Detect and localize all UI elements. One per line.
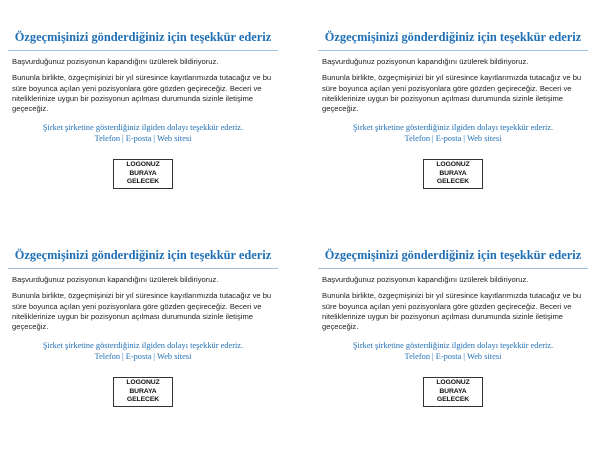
closing-block [8,123,278,144]
logo-line-1: LOGONUZ BURAYA [126,161,160,177]
card-title: Özgeçmişinizi gönderdiğiniz için teşekkür ederiz [324,30,582,44]
resume-kept-text: Bununla birlikte, özgeçmişinizi bir yıl süresince kayıtlarımızda tutacağız ve bu süre boyunca açılan yeni pozisyonlara göre gözden geçireceğiz. Beceri ve niteliklerinize uygun bir pozisyonun açılması durumunda sizinle iletişime geçeceğiz. [12,73,272,114]
email-text: E-posta [435,352,462,362]
divider [318,268,588,269]
closing-text: Şirket şirketine gösterdiğiniz ilgiden dolayı teşekkür ederiz. [352,123,554,133]
separator: | [122,134,124,144]
contact-line [8,352,278,363]
position-closed-text: Başvurduğunuz pozisyonun kapandığını üzülerek bildiriyoruz. [12,57,219,66]
position-closed-text: Başvurduğunuz pozisyonun kapandığını üzülerek bildiriyoruz. [12,275,219,284]
contact-line [318,134,588,145]
website-text: Web sitesi [156,134,192,144]
logo-placeholder [113,159,173,189]
contact-line [8,134,278,145]
divider [8,268,278,269]
resume-kept-text: Bununla birlikte, özgeçmişinizi bir yıl süresince kayıtlarımızda tutacağız ve bu süre boyunca açılan yeni pozisyonlara göre gözden geçireceğiz. Beceri ve niteliklerinize uygun bir pozisyonun açılması durumunda sizinle iletişime geçeceğiz. [322,73,582,114]
position-closed-text: Başvurduğunuz pozisyonun kapandığını üzülerek bildiriyoruz. [322,57,529,66]
separator: | [432,352,434,362]
closing-text: Şirket şirketine gösterdiğiniz ilgiden dolayı teşekkür ederiz. [42,123,244,133]
card-title: Özgeçmişinizi gönderdiğiniz için teşekkür ederiz [14,248,272,262]
resume-kept-text: Bununla birlikte, özgeçmişinizi bir yıl süresince kayıtlarımızda tutacağız ve bu süre boyunca açılan yeni pozisyonlara göre gözden geçireceğiz. Beceri ve niteliklerinize uygun bir pozisyonun açılması durumunda sizinle iletişime geçeceğiz. [322,291,582,332]
separator: | [432,134,434,144]
separator: | [463,134,465,144]
closing-block [318,123,588,144]
separator: | [122,352,124,362]
separator: | [153,352,155,362]
contact-line [318,352,588,363]
logo-line-2: GELECEK [436,395,470,403]
thank-you-card [318,246,588,446]
phone-text: Telefon [94,134,121,144]
email-text: E-posta [435,134,462,144]
logo-line-2: GELECEK [126,395,160,403]
logo-placeholder [423,377,483,407]
divider [318,50,588,51]
position-closed-text: Başvurduğunuz pozisyonun kapandığını üzülerek bildiriyoruz. [322,275,529,284]
thank-you-card [8,246,278,446]
closing-block [318,341,588,362]
thank-you-card [318,28,588,228]
thank-you-card [8,28,278,228]
logo-placeholder [423,159,483,189]
card-title: Özgeçmişinizi gönderdiğiniz için teşekkür ederiz [324,248,582,262]
logo-placeholder [113,377,173,407]
closing-text: Şirket şirketine gösterdiğiniz ilgiden dolayı teşekkür ederiz. [42,341,244,351]
logo-line-1: LOGONUZ BURAYA [436,161,470,177]
logo-line-1: LOGONUZ BURAYA [126,379,160,395]
logo-line-1: LOGONUZ BURAYA [436,379,470,395]
email-text: E-posta [125,352,152,362]
website-text: Web sitesi [156,352,192,362]
phone-text: Telefon [404,352,431,362]
email-text: E-posta [125,134,152,144]
closing-block [8,341,278,362]
card-title: Özgeçmişinizi gönderdiğiniz için teşekkür ederiz [14,30,272,44]
separator: | [463,352,465,362]
closing-text: Şirket şirketine gösterdiğiniz ilgiden dolayı teşekkür ederiz. [352,341,554,351]
phone-text: Telefon [404,134,431,144]
website-text: Web sitesi [466,134,502,144]
website-text: Web sitesi [466,352,502,362]
resume-kept-text: Bununla birlikte, özgeçmişinizi bir yıl süresince kayıtlarımızda tutacağız ve bu süre boyunca açılan yeni pozisyonlara göre gözden geçireceğiz. Beceri ve niteliklerinize uygun bir pozisyonun açılması durumunda sizinle iletişime geçeceğiz. [12,291,272,332]
divider [8,50,278,51]
separator: | [153,134,155,144]
phone-text: Telefon [94,352,121,362]
logo-line-2: GELECEK [126,177,160,185]
logo-line-2: GELECEK [436,177,470,185]
